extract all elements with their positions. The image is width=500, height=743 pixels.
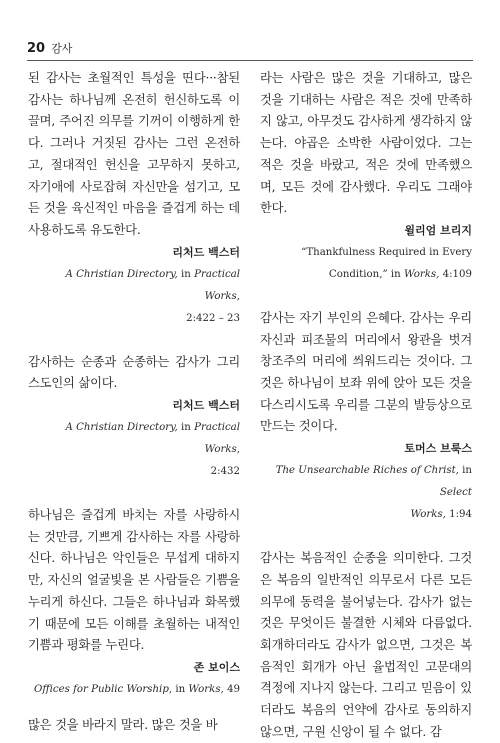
quote-text: 하나님은 즐겁게 바치는 자를 사랑하시는 것만큼, 기쁘게 감사하는 자를 사랑하신다. 하나님은 악인들은 무섭게 대하지만, 자신의 얼굴빛을 본 사람들은 기쁨을 누리게 하신다. 그들은 하나님과 화목했기 때문에 모든 이해를 초월하는 내적인 기쁨과 평화를 누린다. [28,508,240,653]
quote-text: 감사는 복음적인 순종을 의미한다. 그것은 복음의 일반적인 의무로서 다른 모든 의무에 동력을 불어넣는다. 감사가 없는 것은 무엇이든 불결한 시체와 다름없다. 회개하더라도 감사가 없으면, 그것은 복음적인 회개가 아닌 율법적인 고문대의 격정에 지나지 않는다. 그리고 믿음이 있더라도 복음의 언약에 감사로 동의하지 않으면, 구원 신앙이 될 수 없다. 감 [260,551,472,739]
quote-source [28,264,240,330]
quote-author: 존 보이스 [193,660,240,674]
quote-text: 많은 것을 바라지 말라. 많은 것을 바 [28,717,218,732]
source-work: Works, [410,509,446,521]
source-in: in [172,683,189,695]
quote-text: 라는 사람은 많은 것을 기대하고, 많은 것을 기대하는 사람은 적은 것에 만족하지 않고, 아무것도 감사하게 생각하지 않는다. 야곱은 소박한 사람이었다. 그는 적은 것을 바랐고, 적은 것에 만족했으며, 모든 것에 감사했다. 우리도 그래야 한다. [260,71,472,216]
quote-source [28,679,240,701]
source-work: Practical Works, [194,422,240,456]
source-work: Practical Works, [194,268,240,302]
source-title: A Christian Directory, [65,422,178,434]
left-column [28,68,240,737]
quote-text: 감사는 자기 부인의 은혜다. 감사는 우리 자신과 피조물의 머리에서 왕관을 벗겨 창조주의 머리에 씌워드리는 것이다. 그것은 하나님이 보좌 위에 앉아 모든 것을 다스리시도록 우리를 그분의 발등상으로 만드는 것이다. [260,310,472,434]
source-in: in [177,422,195,434]
quote-source [28,417,240,483]
source-work: Select [439,487,472,499]
source-work: Works, [403,268,440,280]
quote-text: 감사하는 순종과 순종하는 감사가 그리스도인의 삶이다. [28,354,240,391]
page-number: 20 [27,41,46,56]
quote-author: 토머스 브룩스 [404,442,472,456]
source-pages: 1:94 [445,509,472,521]
quote-author: 리처드 백스터 [172,399,240,413]
quote-text: 된 감사는 초월적인 특성을 띤다···참된 감사는 하나님께 온전히 헌신하도록 이끌며, 주어진 의무를 기꺼이 이행하게 한다. 그러나 거짓된 감사는 그런 온전하고, 절대적인 헌신을 고무하지 못하고, 자기애에 사로잡혀 자신만을 섬기고, 모든 것을 육신적인 마음을 즐겁게 하는 데 사용하도록 유도한다. [28,71,240,237]
right-column [260,68,472,743]
source-pages: 2:422 – 23 [186,312,240,324]
source-title: Offices for Public Worship, [34,683,173,695]
spacer [28,701,240,715]
source-pages: 4:109 [439,268,472,280]
quote-source [260,460,472,526]
header-rule [27,60,473,61]
spacer [28,483,240,505]
source-in: in [458,465,472,477]
spacer [28,330,240,352]
source-line: Condition,” in [328,268,404,280]
source-work: Works, [188,683,224,695]
quote-author: 리처드 백스터 [172,245,240,259]
quote-source [260,242,472,286]
source-pages: 49 [223,683,240,695]
quote-author: 윌리엄 브리지 [404,223,472,237]
spacer [260,286,472,308]
spacer [260,526,472,548]
running-title: 감사 [51,42,73,55]
source-in: in [177,268,195,280]
page-header [27,40,72,56]
source-title: A Christian Directory, [65,268,178,280]
source-pages: 2:432 [210,466,240,478]
source-line: “Thankfulness Required in Every [301,246,472,258]
source-title: The Unsearchable Riches of Christ, [275,465,459,477]
